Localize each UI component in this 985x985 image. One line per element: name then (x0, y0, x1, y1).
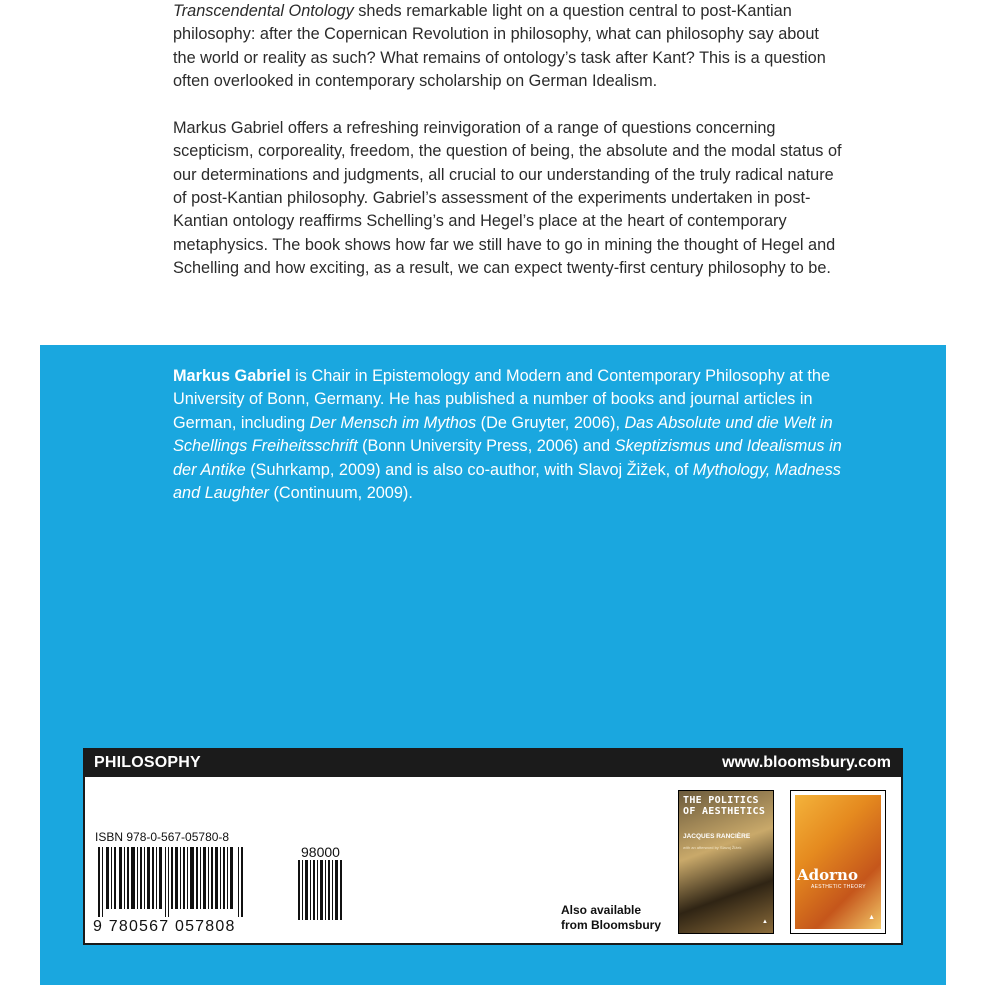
publisher-logo-icon: ▲ (868, 914, 875, 921)
publisher-logo-icon: ▲ (762, 919, 768, 925)
related-book-cover-politics-of-aesthetics (678, 790, 774, 934)
cover-subtitle: AESTHETIC THEORY (811, 884, 866, 890)
ean-number: 9 780567 057808 (93, 918, 236, 935)
author-bio: Markus Gabriel is Chair in Epistemology and Modern and Contemporary Philosophy at the University of Bonn, Germany. He has published a number of books and journal articles in German, including Der Mensch im Mythos (De Gruyter, 2006), Das Absolute und die Welt in Schellings Freiheitsschrift (Bonn University Press, 2006) and Skeptizismus und Idealismus in der Antike (Suhrkamp, 2009) and is also co-author, with Slavoj Žižek, of Mythology, Madness and Laughter (Continuum, 2009). (173, 367, 842, 503)
cover-author: JACQUES RANCIÈRE (683, 833, 751, 840)
barcode-icon (98, 847, 243, 917)
cover-title: THE POLITICS OF AESTHETICS (683, 795, 766, 817)
category-bar (85, 750, 901, 777)
isbn-text: ISBN 978-0-567-05780-8 (95, 830, 230, 844)
author-name: Markus Gabriel (173, 367, 291, 385)
blurb-paragraph-2: Markus Gabriel offers a refreshing reinvigoration of a range of questions concerning scepticism, corporeality, freedom, the question of being, the absolute and the modal status of our determinations and judgments, all crucial to our understanding of the truly radical nature of post-Kantian philosophy. Gabriel’s assessment of the experiments undertaken in post-Kantian ontology reaffirms Schelling’s and Hegel’s place at the heart of contemporary metaphysics. The book shows how far we still have to go in mining the thought of Hegel and Schelling and how exciting, as a result, we can expect twenty-first century philosophy to be. (173, 119, 842, 277)
addon-barcode-icon (298, 860, 342, 920)
blurb-paragraph-1: Transcendental Ontology sheds remarkable light on a question central to post-Kantian philosophy: after the Copernican Revolution in philosophy, what can philosophy say about the world or reality as such? What remains of ontology’s task after Kant? This is a question often overlooked in contemporary scholarship on German Idealism. (173, 2, 826, 90)
author-bio-panel (40, 345, 946, 985)
also-available-label: Also available from Bloomsbury (561, 903, 662, 932)
category-label: PHILOSOPHY (94, 754, 201, 771)
price-code: 98000 (301, 844, 340, 860)
cover-artwork (795, 795, 881, 929)
publisher-website: www.bloomsbury.com (722, 754, 891, 771)
cover-title: Adorno (797, 866, 858, 884)
book-title-italic: Transcendental Ontology (173, 2, 354, 20)
cover-tagline: with an afterword by Slavoj Žižek (683, 845, 742, 850)
publisher-footer (83, 748, 903, 945)
back-cover-blurb (173, 0, 845, 280)
related-book-cover-adorno (790, 790, 886, 934)
